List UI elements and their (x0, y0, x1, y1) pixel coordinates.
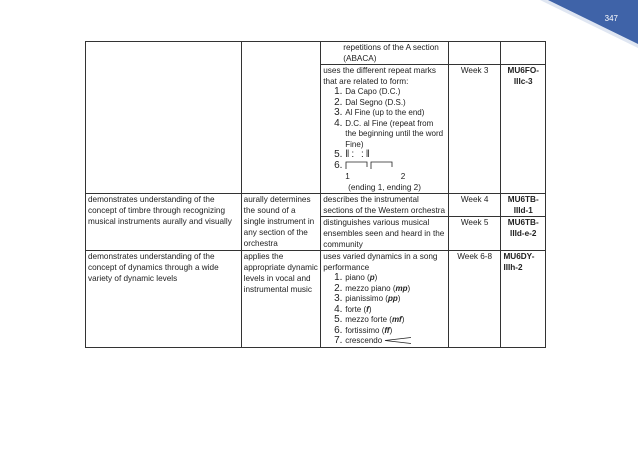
ending-label-1: 1 (345, 172, 350, 181)
content-standard-cell: demonstrates understanding of the concept of timbre through recognizing musical instruments aurally and visually (86, 194, 242, 251)
list-item: 2. Dal Segno (D.S.) (345, 98, 446, 109)
list-item: 3. pianissimo (pp) (345, 294, 446, 305)
crescendo-icon (384, 337, 412, 344)
competency-cell (321, 251, 449, 348)
table-row (86, 42, 546, 65)
curriculum-table (85, 41, 546, 348)
content-standard-cell (86, 42, 242, 194)
code-cell: MU6TB-IIId-e-2 (501, 217, 546, 251)
week-cell: Week 5 (448, 217, 501, 251)
performance-standard-cell: applies the appropriate dynamic levels in vocal and instrumental music (241, 251, 321, 348)
table-row (86, 194, 546, 217)
week-cell: Week 4 (448, 194, 501, 217)
competency-text: uses the different repeat marks that are related to form: (323, 66, 436, 86)
competency-cell (321, 42, 449, 65)
competency-cell (321, 65, 449, 194)
list-item: 6. fortissimo (ff) (345, 326, 446, 337)
dynamics-list (323, 273, 446, 347)
list-item (345, 150, 446, 161)
week-cell: Week 6-8 (448, 251, 501, 348)
performance-standard-cell: aurally determines the sound of a single instrument in any section of the orchestra (241, 194, 321, 251)
performance-standard-cell (241, 42, 321, 194)
list-item: 4. forte (f) (345, 305, 446, 316)
list-item: 1. Da Capo (D.C.) (345, 87, 446, 98)
ending-label-2: 2 (400, 172, 406, 181)
content-standard-cell: demonstrates understanding of the concept of dynamics through a wide variety of dynamic levels (86, 251, 242, 348)
repeat-marks-list (323, 87, 446, 171)
list-item: 3. Al Fine (up to the end) (345, 108, 446, 119)
list-item (345, 161, 446, 172)
code-cell: MU6TB-IIId-1 (501, 194, 546, 217)
ending-caption: (ending 1, ending 2) (348, 183, 421, 192)
competency-cell: describes the instrumental sections of the Western orchestra (321, 194, 449, 217)
list-item: 1. piano (p) (345, 273, 446, 284)
code-cell (501, 42, 546, 65)
code-cell: MU6FO-IIIc-3 (501, 65, 546, 194)
competency-text: repetitions of the A section (ABACA) (343, 43, 439, 63)
competency-cell: distinguishes various musical ensembles seen and heard in the community (321, 217, 449, 251)
list-item: 5. mezzo forte (mf) (345, 315, 446, 326)
week-cell (448, 42, 501, 65)
competency-text: uses varied dynamics in a song performance (323, 252, 438, 272)
repeat-sign-symbol: ‖: :‖ (345, 149, 372, 160)
ending-bracket-icon (345, 161, 395, 169)
code-cell: MU6DY-IIIh-2 (501, 251, 546, 348)
list-item: 2. mezzo piano (mp) (345, 284, 446, 295)
week-cell: Week 3 (448, 65, 501, 194)
list-item: 4. D.C. al Fine (repeat from the beginning until the word Fine) (345, 119, 446, 151)
page-number: 347 (604, 14, 618, 23)
list-item: 7. crescendo (345, 336, 446, 347)
table-row (86, 251, 546, 348)
